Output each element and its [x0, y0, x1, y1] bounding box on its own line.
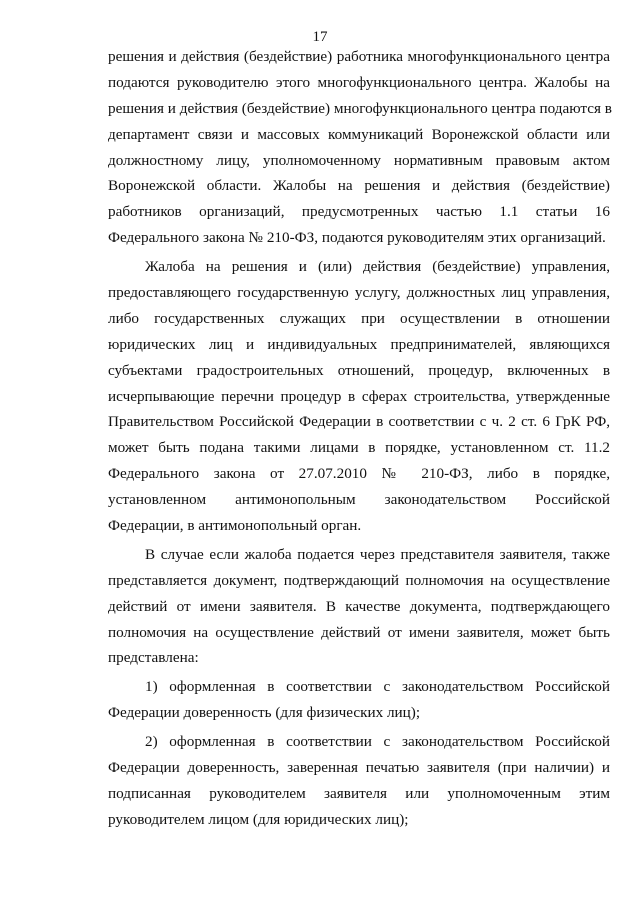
text-line: 2) оформленная в соответствии с законодательством Российской	[145, 733, 610, 751]
text-line: Федерации доверенность (для физических лиц);	[108, 704, 421, 722]
text-line: либо государственных служащих при осуществлении в отношении	[108, 309, 610, 327]
text-line: Федерального закона № 210-ФЗ, подаются руководителям этих организаций.	[108, 229, 606, 247]
text-line: Воронежской области. Жалобы на решения и действия (бездействие)	[108, 177, 610, 195]
list-item-2	[108, 729, 610, 833]
text-line: Федерации, в антимонопольный орган.	[108, 517, 362, 535]
text-line: представляется документ, подтверждающий полномочия на осуществление	[108, 571, 610, 589]
text-line: предоставляющего государственную услугу, должностных лиц управления,	[108, 284, 610, 302]
paragraph-2	[108, 254, 610, 539]
text-line: должностному лицу, уполномоченному нормативным правовым актом	[108, 151, 610, 169]
text-line: В случае если жалоба подается через представителя заявителя, также	[145, 545, 610, 563]
paragraph-3	[108, 542, 610, 671]
text-line: юридических лиц и индивидуальных предпринимателей, являющихся	[108, 335, 610, 353]
text-line: Федерального закона от 27.07.2010 № 210-ФЗ, либо в порядке,	[108, 465, 610, 483]
text-line: субъектами градостроительных отношений, процедур, включенных в	[108, 361, 610, 379]
document-body	[108, 44, 610, 833]
text-line: решения и действия (бездействие) многофункционального центра подаются в	[108, 99, 612, 117]
text-line: Федерации доверенность, заверенная печатью заявителя (при наличии) и	[108, 759, 610, 777]
text-line: подписанная руководителем заявителя или уполномоченным этим	[108, 784, 610, 802]
text-line: подаются руководителю этого многофункционального центра. Жалобы на	[108, 73, 610, 91]
text-line: работников организаций, предусмотренных частью 1.1 статьи 16	[108, 203, 610, 221]
text-line: исчерпывающие перечни процедур в сферах строительства, утвержденные	[108, 387, 610, 405]
text-line: 1) оформленная в соответствии с законодательством Российской	[145, 678, 610, 696]
text-line: департамент связи и массовых коммуникаций Воронежской области или	[108, 125, 610, 143]
text-line: установленном антимонопольным законодательством Российской	[108, 491, 610, 509]
text-line: руководителем лицом (для юридических лиц);	[108, 810, 409, 828]
text-line: решения и действия (бездействие) работника многофункционального центра	[108, 48, 610, 65]
text-line: Правительством Российской Федерации в соответствии с ч. 2 ст. 6 ГрК РФ,	[108, 413, 610, 431]
paragraph-1	[108, 44, 610, 251]
list-item-1	[108, 674, 610, 726]
text-line: представлена:	[108, 649, 199, 667]
text-line: полномочия на осуществление действий от имени заявителя, может быть	[108, 623, 610, 641]
text-line: может быть подана такими лицами в порядке, установленном ст. 11.2	[108, 439, 610, 457]
text-line: действий от имени заявителя. В качестве документа, подтверждающего	[108, 597, 610, 615]
page-number: 17	[312, 29, 328, 45]
text-line: Жалоба на решения и (или) действия (бездействие) управления,	[145, 258, 610, 276]
